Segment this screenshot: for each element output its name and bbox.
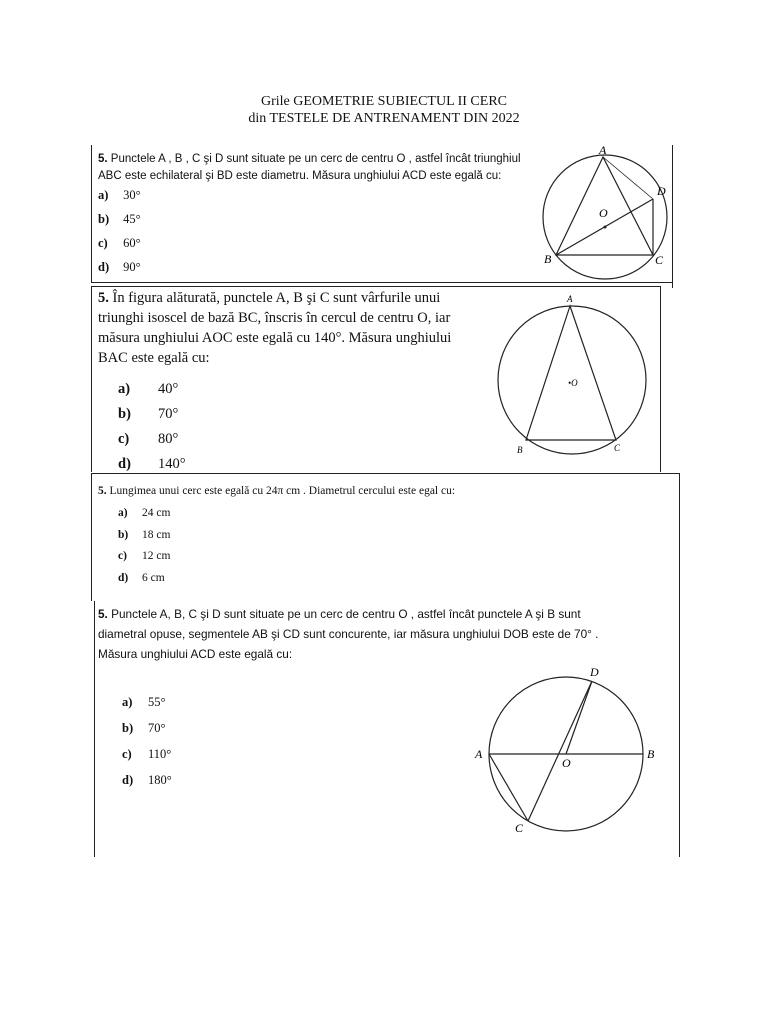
- q2-number: 5.: [98, 290, 109, 306]
- q2-label-c: C: [614, 443, 621, 453]
- q2-line-4: BAC este egală cu:: [98, 350, 210, 366]
- q4-right-border: [679, 601, 680, 857]
- q4-figure: [470, 664, 670, 844]
- q4-option-a[interactable]: a) 55°: [122, 695, 166, 709]
- q2-option-b[interactable]: b) 70°: [118, 406, 179, 422]
- q4-option-c[interactable]: c) 110°: [122, 747, 172, 761]
- q4-line-1: Punctele A, B, C şi D sunt situate pe un cerc de centru O , astfel încât punctele A şi B sunt: [111, 607, 581, 621]
- q3-option-b[interactable]: b) 18 cm: [118, 529, 171, 541]
- q3-right-border: [679, 473, 680, 601]
- q1-figure: [535, 145, 675, 285]
- q4-label-a: A: [475, 747, 483, 761]
- q2-top-border: [91, 286, 661, 287]
- question-2-text: [98, 288, 518, 368]
- q2-figure: [490, 292, 660, 464]
- q1-line-1: Punctele A , B , C şi D sunt situate pe un cerc de centru O , astfel încât triunghiul: [110, 153, 521, 165]
- q4-segment-od: [566, 681, 592, 754]
- q4-segment-ac: [489, 754, 528, 821]
- q3-option-a[interactable]: a) 24 cm: [118, 507, 171, 519]
- q1-option-b[interactable]: b) 45°: [98, 212, 141, 226]
- document-subtitle: din TESTELE DE ANTRENAMENT DIN 2022: [248, 111, 520, 126]
- question-4-text: [98, 604, 678, 664]
- q3-option-c[interactable]: c) 12 cm: [118, 550, 171, 562]
- q2-triangle-abc: [526, 306, 616, 440]
- q3-left-border: [91, 473, 92, 601]
- q1-label-d: D: [657, 184, 666, 198]
- q4-segment-cd: [528, 681, 592, 821]
- q2-option-a[interactable]: a) 40°: [118, 381, 179, 397]
- q1-number: 5.: [98, 153, 108, 165]
- q4-line-3: Măsura unghiului ACD este egală cu:: [98, 647, 293, 661]
- q2-label-o: •O: [568, 378, 578, 388]
- q4-left-border: [94, 601, 95, 857]
- q1-center-dot: [604, 226, 607, 229]
- q4-line-2: diametral opuse, segmentele AB şi CD sunt concurente, iar măsura unghiului DOB este de 70° .: [98, 627, 599, 641]
- q2-left-border: [91, 286, 92, 472]
- q2-label-b: B: [517, 445, 523, 455]
- q3-option-d[interactable]: d) 6 cm: [118, 572, 165, 584]
- q2-option-d[interactable]: d) 140°: [118, 456, 186, 472]
- q2-option-c[interactable]: c) 80°: [118, 431, 179, 447]
- question-3-text: [98, 482, 658, 500]
- document-title: Grile GEOMETRIE SUBIECTUL II CERC: [260, 94, 507, 109]
- q1-option-d[interactable]: d) 90°: [98, 260, 141, 274]
- q4-number: 5.: [98, 607, 108, 621]
- q4-label-o: O: [562, 756, 571, 770]
- q2-line-1: În figura alăturată, punctele A, B şi C sunt vârfurile unui: [112, 290, 441, 306]
- q4-label-c: C: [515, 821, 524, 835]
- q1-option-c[interactable]: c) 60°: [98, 236, 141, 250]
- q1-label-b: B: [544, 252, 552, 266]
- q4-label-d: D: [590, 665, 599, 679]
- q4-label-b: B: [647, 747, 655, 761]
- question-1-text: [98, 151, 548, 185]
- q3-number: 5.: [98, 485, 107, 497]
- q1-segment-ad: [603, 157, 653, 199]
- q2-line-2: triunghi isoscel de bază BC, înscris în cercul de centru O, iar: [98, 310, 451, 326]
- q2-line-3: măsura unghiului AOC este egală cu 140°. Măsura unghiului: [98, 330, 452, 346]
- q2-label-a: A: [567, 294, 573, 304]
- q3-top-border: [91, 473, 680, 474]
- q1-label-o: O: [599, 206, 608, 220]
- q1-line-2: ABC este echilateral şi BD este diametru. Măsura unghiului ACD este egală cu:: [98, 170, 502, 182]
- q1-label-a: A: [599, 145, 607, 157]
- q1-left-border: [91, 145, 92, 283]
- q1-option-a[interactable]: a) 30°: [98, 188, 141, 202]
- q2-right-border: [660, 286, 661, 472]
- q3-line-1: Lungimea unui cerc este egală cu 24π cm . Diametrul cercului este egal cu:: [109, 485, 456, 497]
- q1-label-c: C: [655, 253, 664, 267]
- q4-option-b[interactable]: b) 70°: [122, 721, 166, 735]
- q4-option-d[interactable]: d) 180°: [122, 773, 172, 787]
